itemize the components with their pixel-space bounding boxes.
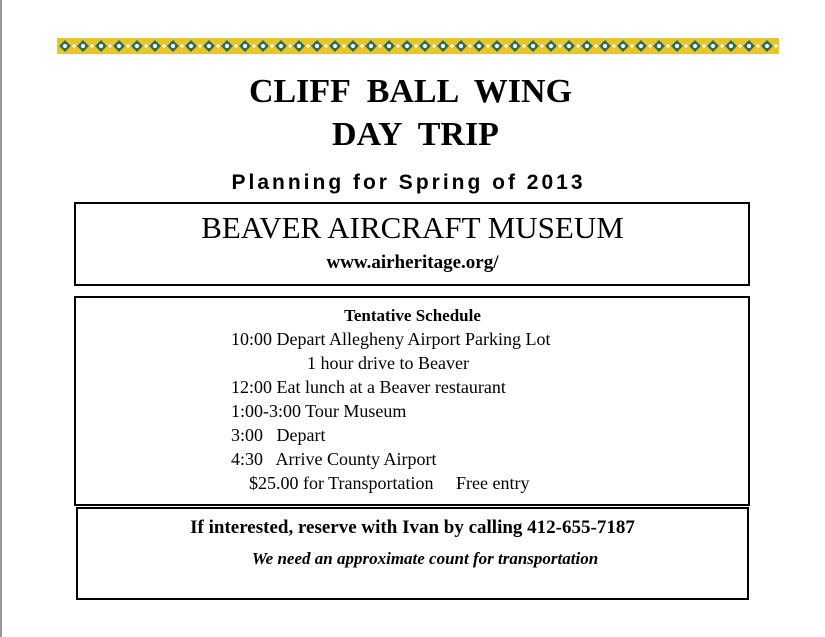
border-dot [378, 44, 381, 47]
border-dot [702, 44, 705, 47]
border-dot [81, 44, 85, 48]
border-dot [738, 44, 741, 47]
border-dot [117, 44, 121, 48]
border-dot [486, 44, 489, 47]
schedule-item: 10:00 Depart Allegheny Airport Parking Lot [231, 329, 551, 349]
border-dot [234, 44, 237, 47]
border-dot [333, 44, 337, 48]
border-dot [549, 44, 553, 48]
border-dot [351, 44, 355, 48]
title-line-2: DAY TRIP [332, 116, 499, 153]
price-line: $25.00 for Transportation Free entry [249, 473, 530, 493]
border-dot [315, 44, 319, 48]
border-dot [297, 44, 301, 48]
border-dot [513, 44, 517, 48]
border-dot [189, 44, 193, 48]
schedule-item: 3:00 Depart [231, 425, 326, 445]
border-dot [576, 44, 579, 47]
border-dot [729, 44, 733, 48]
subtitle: Planning for Spring of 2013 [231, 171, 586, 194]
border-dot [522, 44, 525, 47]
museum-url: www.airheritage.org/ [326, 252, 499, 273]
decorative-border-strip [57, 38, 779, 54]
border-dot [477, 44, 481, 48]
border-dot [288, 44, 291, 47]
border-dot [72, 44, 75, 47]
border-dot [216, 44, 219, 47]
border-dot [585, 44, 589, 48]
border-dot [162, 44, 165, 47]
border-dot [558, 44, 561, 47]
border-dot [675, 44, 679, 48]
border-dot [90, 44, 93, 47]
border-dot [504, 44, 507, 47]
border-dot [63, 44, 67, 48]
border-dot [360, 44, 363, 47]
border-dot [153, 44, 157, 48]
border-dot [180, 44, 183, 47]
schedule-item: 12:00 Eat lunch at a Beaver restaurant [231, 377, 506, 397]
border-dot [108, 44, 111, 47]
border-dot [198, 44, 201, 47]
border-dot [414, 44, 417, 47]
border-dot [621, 44, 625, 48]
border-dot [396, 44, 399, 47]
title-line-1: CLIFF BALL WING [248, 73, 573, 110]
border-dot [693, 44, 697, 48]
border-dot [99, 44, 103, 48]
border-dot [135, 44, 139, 48]
border-dot [450, 44, 453, 47]
border-dot [468, 44, 471, 47]
border-dot [711, 44, 715, 48]
border-dot [423, 44, 427, 48]
border-dot [684, 44, 687, 47]
border-dot [306, 44, 309, 47]
border-dot [324, 44, 327, 47]
border-dot [126, 44, 129, 47]
border-dot [432, 44, 435, 47]
schedule-item: 1 hour drive to Beaver [307, 353, 469, 373]
border-dot [639, 44, 643, 48]
border-dot [243, 44, 247, 48]
schedule-item: 1:00-3:00 Tour Museum [231, 401, 407, 421]
border-dot [387, 44, 391, 48]
border-dot [720, 44, 723, 47]
border-dot [207, 44, 211, 48]
border-dot [603, 44, 607, 48]
border-dot [531, 44, 535, 48]
border-dot [612, 44, 615, 47]
border-dot [261, 44, 265, 48]
schedule-item: 4:30 Arrive County Airport [231, 449, 437, 469]
border-dot [630, 44, 633, 47]
border-dot [144, 44, 147, 47]
border-dot [342, 44, 345, 47]
border-dot [495, 44, 499, 48]
border-dot [594, 44, 597, 47]
border-dot [567, 44, 571, 48]
contact-line: If interested, reserve with Ivan by calling 412-655-7187 [190, 517, 635, 538]
border-dot [540, 44, 543, 47]
border-dot [756, 44, 759, 47]
border-dot [441, 44, 445, 48]
transportation-note: We need an approximate count for transportation [251, 549, 599, 568]
border-dot [765, 44, 769, 48]
border-dot [747, 44, 751, 48]
border-dot [657, 44, 661, 48]
border-dot [459, 44, 463, 48]
border-dot [171, 44, 175, 48]
border-dot [774, 44, 777, 47]
border-dot [648, 44, 651, 47]
border-dot [225, 44, 229, 48]
border-dot [405, 44, 409, 48]
border-dot [666, 44, 669, 47]
border-dot [369, 44, 373, 48]
schedule-heading: Tentative Schedule [344, 306, 481, 325]
border-dot [270, 44, 273, 47]
museum-name: BEAVER AIRCRAFT MUSEUM [201, 210, 624, 245]
border-dot [252, 44, 255, 47]
border-dot [279, 44, 283, 48]
